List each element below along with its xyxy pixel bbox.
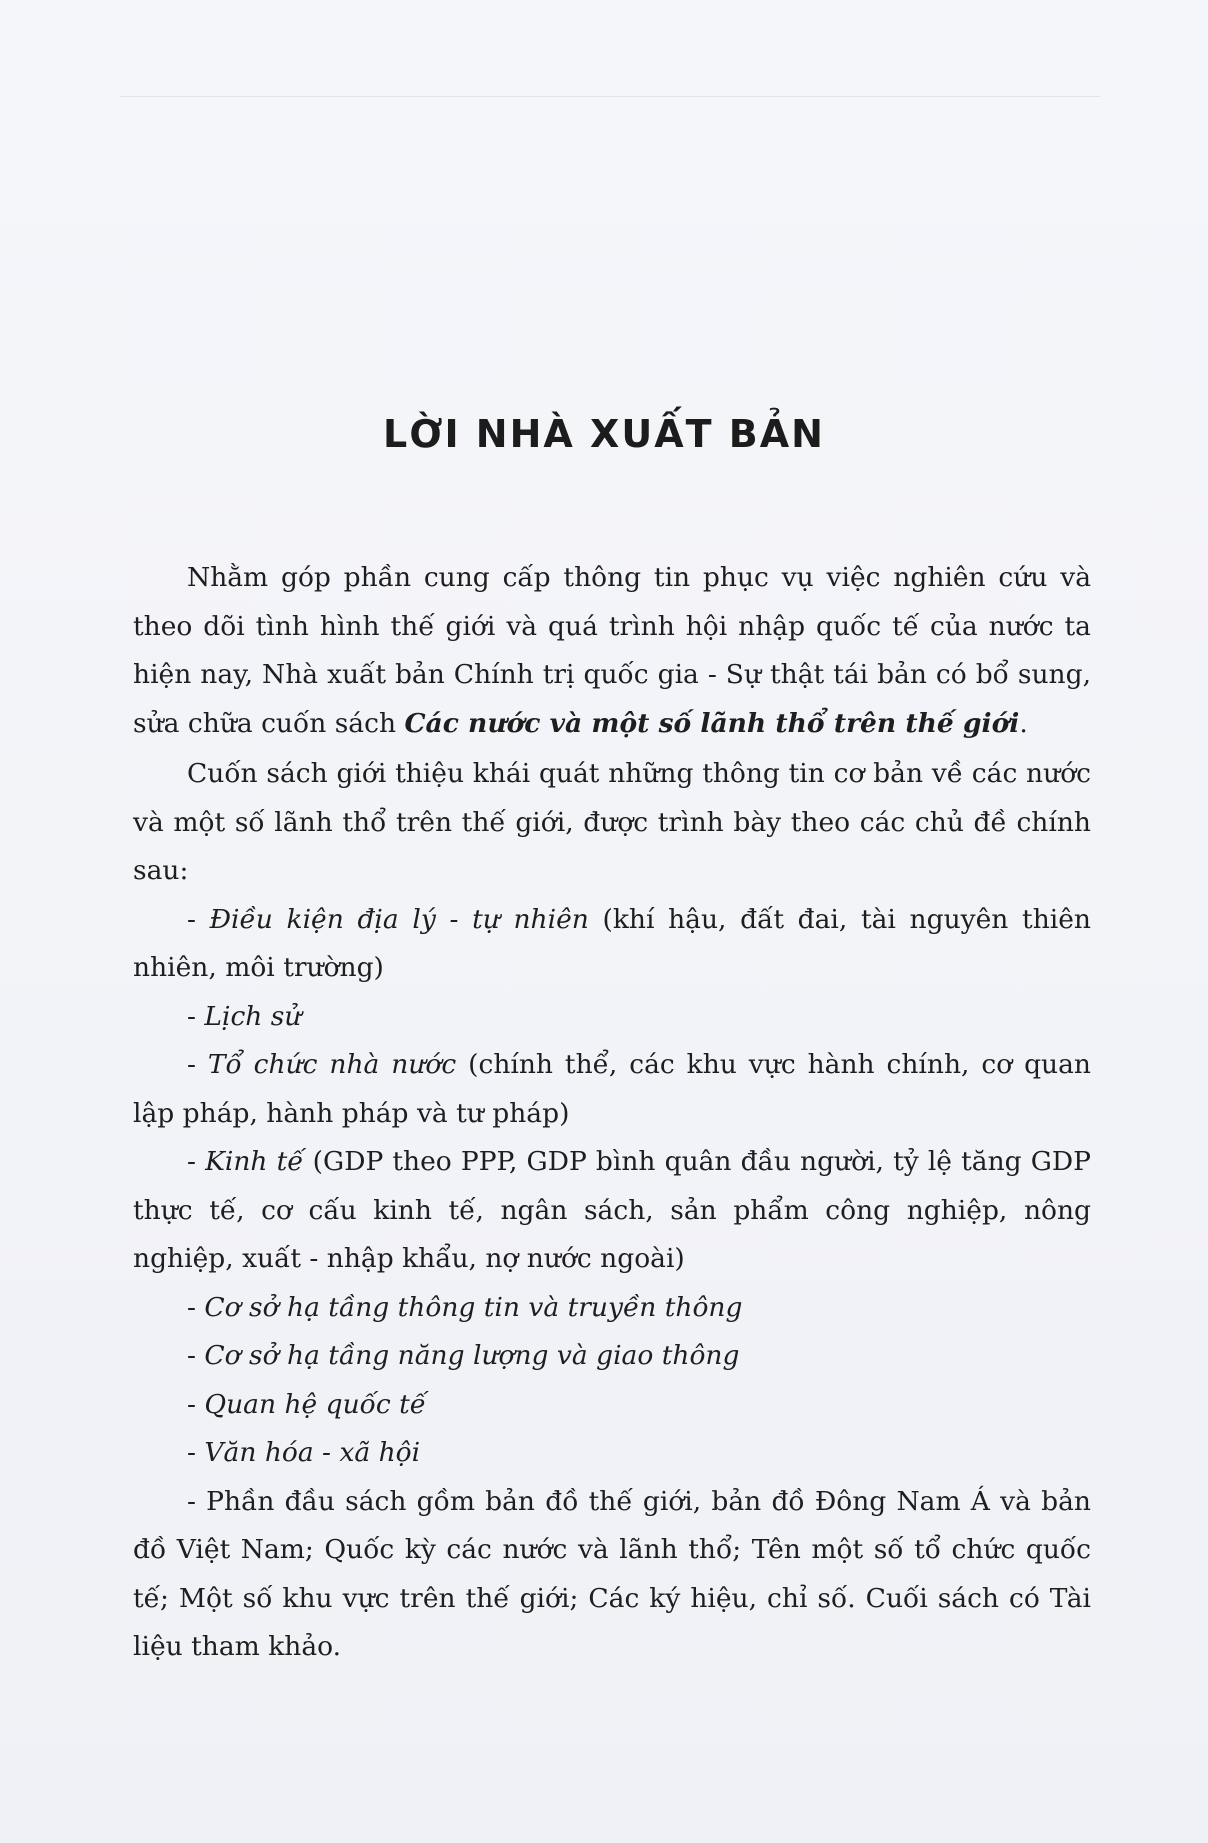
topic-label: Điều kiện địa lý - tự nhiên: [209, 903, 589, 935]
topic-label: Cơ sở hạ tầng năng lượng và giao thông: [204, 1340, 740, 1371]
topic-dash: -: [187, 1291, 205, 1323]
topic-dash: -: [187, 1388, 205, 1420]
topic-item: [133, 1381, 1091, 1430]
body-text: [133, 554, 1091, 1672]
topic-detail: (khí hậu, đất đai, tài nguyên thiên nhiên, môi trường): [133, 903, 1091, 983]
topic-item: [133, 896, 1091, 993]
topic-dash: -: [187, 903, 210, 935]
intro-end: .: [1019, 707, 1028, 739]
topic-dash: -: [187, 1437, 205, 1468]
topic-item: [133, 993, 1091, 1042]
header-rule: [120, 96, 1100, 97]
topic-label: Cơ sở hạ tầng thông tin và truyền thông: [204, 1291, 743, 1323]
topic-item: [133, 1041, 1091, 1138]
topic-label: Tổ chức nhà nước: [207, 1049, 457, 1080]
intro-paragraph: [133, 554, 1091, 748]
topic-detail: (GDP theo PPP, GDP bình quân đầu người, tỷ lệ tăng GDP thực tế, cơ cấu kinh tế, ngân sách, sản phẩm công nghiệp, nông nghiệp, xuất - nhập khẩu, nợ nước ngoài): [133, 1146, 1091, 1274]
topic-item: [133, 1332, 1091, 1381]
topic-detail: (chính thể, các khu vực hành chính, cơ quan lập pháp, hành pháp và tư pháp): [133, 1049, 1091, 1129]
topic-item: [133, 1284, 1091, 1333]
topic-dash: -: [187, 1340, 205, 1371]
topic-dash: -: [187, 1146, 206, 1177]
topic-dash: -: [187, 1000, 205, 1032]
topic-label: Quan hệ quốc tế: [204, 1388, 427, 1420]
topic-dash: -: [187, 1049, 208, 1080]
topic-label: Kinh tế: [205, 1146, 304, 1177]
overview-paragraph: Cuốn sách giới thiệu khái quát những thông tin cơ bản về các nước và một số lãnh thổ trên thế giới, được trình bày theo các chủ đề chính sau:: [133, 758, 1091, 886]
topic-item: [133, 1429, 1091, 1478]
topic-label: Văn hóa - xã hội: [204, 1437, 421, 1468]
topic-label: Lịch sử: [204, 1000, 302, 1032]
intro-text: Nhằm góp phần cung cấp thông tin phục vụ việc nghiên cứu và theo dõi tình hình thế giới và quá trình hội nhập quốc tế của nước ta hiện nay, Nhà xuất bản Chính trị quốc gia - Sự thật tái bản có bổ sung, sửa chữa cuốn sách: [133, 562, 1091, 739]
topic-item: [133, 1138, 1091, 1284]
appendix-paragraph: - Phần đầu sách gồm bản đồ thế giới, bản đồ Đông Nam Á và bản đồ Việt Nam; Quốc kỳ các nước và lãnh thổ; Tên một số tổ chức quốc tế; Một số khu vực trên thế giới; Các ký hiệu, chỉ số. Cuối sách có Tài liệu tham khảo.: [133, 1485, 1091, 1662]
page-title: LỜI NHÀ XUẤT BẢN: [383, 412, 825, 456]
book-title: Các nước và một số lãnh thổ trên thế giới: [404, 707, 1020, 739]
